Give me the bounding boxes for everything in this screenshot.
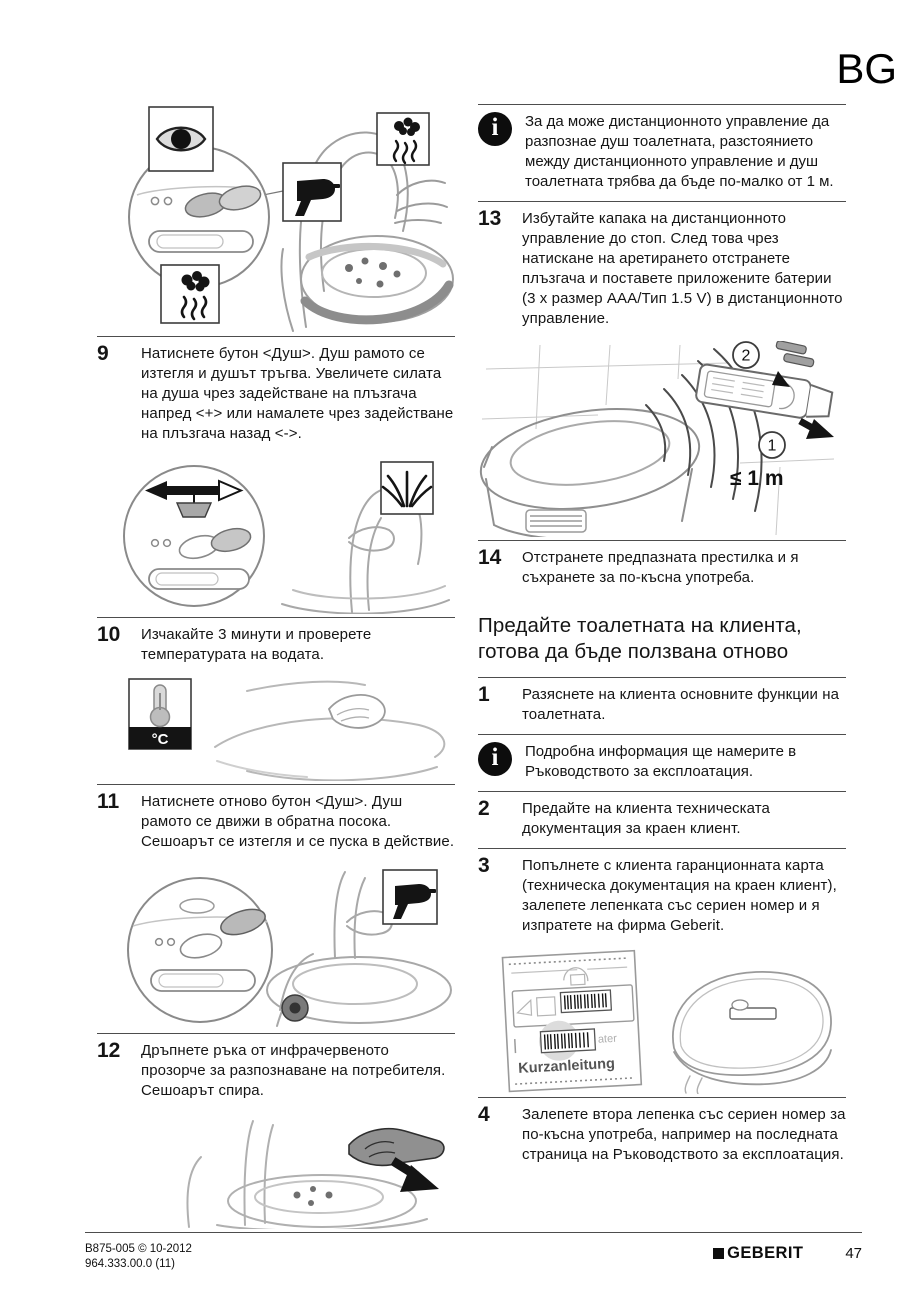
step-text: Отстранете предпазната престилка и я съхранете за по-късна употреба. (522, 549, 799, 586)
footer-right (713, 1242, 862, 1263)
toilet (478, 396, 706, 537)
step-text: Дръпнете ръка от инфрачервеното прозорче за разпознаване на потребителя. Сешоарът спира. (141, 1042, 446, 1099)
callout-2-label: 2 (741, 347, 751, 365)
hand (329, 695, 385, 728)
water-spray-icon (381, 462, 433, 514)
grille (526, 510, 586, 532)
booklet-partial-text: ater (597, 1032, 618, 1046)
step-number: 14 (478, 546, 502, 569)
illustration-temperature-check (97, 677, 455, 781)
step-number: 4 (478, 1103, 490, 1126)
page-number: 47 (845, 1245, 862, 1262)
batteries (773, 341, 816, 367)
step-1 (478, 678, 846, 734)
language-code: BG (836, 45, 897, 92)
brand-name: GEBERIT (727, 1244, 804, 1262)
info-text: За да може дистанционното управление да разпознае душ тоалетната, разстоянието между дистанционното управление и душ тоалетната трябва да бъде по-малко от 1 м. (525, 113, 834, 190)
step-3 (478, 849, 846, 945)
step-2 (478, 792, 846, 848)
pull-arrow (800, 419, 834, 439)
step-text: Залепете втора лепенка със сериен номер за по-късна употреба, например на последната страница на Ръководството за експлоатация. (522, 1106, 846, 1163)
hair-dryer-icon (283, 163, 341, 221)
user-detection-eye-icon (149, 107, 213, 171)
step-4 (478, 1098, 846, 1174)
step-number: 13 (478, 207, 502, 230)
doc-ref-line1: B875-005 © 10-2012 (85, 1243, 192, 1255)
step-10 (97, 618, 455, 674)
odour-extraction-icon (161, 265, 219, 323)
callout-1-label: 1 (767, 437, 777, 455)
info-icon: i (478, 742, 512, 776)
document-reference (85, 1242, 192, 1272)
step-number: 3 (478, 854, 490, 877)
illustration-dryer-arm (97, 864, 455, 1030)
step-text: Натиснете бутон <Душ>. Душ рамото се изтегля и душът тръгва. Увеличете силата на душа чрез задействане на плъзгача напред <+> или намалете чрез задействане на плъзгача назад <->. (141, 345, 454, 442)
right-column (478, 104, 846, 1174)
remote-control (695, 364, 833, 422)
step-12 (97, 1034, 455, 1110)
odour-extraction-icon (377, 113, 429, 165)
step-text: Избутайте капака на дистанционното управление до стоп. След това чрез натискане на аретирането отстранете плъзгача и поставете приложените батерии (3 x размер AAA/Тип 1.5 V) в дистанционното управление. (522, 210, 843, 327)
step-text: Попълнете с клиента гаранционната карта (техническа документация на краен клиент), залепете лепенката със сериен номер и я изпратете на фирма Geberit. (522, 857, 837, 934)
step-number: 1 (478, 683, 490, 706)
doc-ref-line2: 964.333.00.0 (11) (85, 1258, 175, 1270)
left-column (97, 98, 455, 1232)
step-number: 9 (97, 342, 109, 365)
geberit-logo (713, 1244, 803, 1263)
step-text: Натиснете отново бутон <Душ>. Душ рамото се движи в обратна посока. Сешоарът се изтегля и се пуска в действие. (141, 793, 455, 850)
temperature-icon (129, 679, 191, 749)
illustration-hand-away (97, 1113, 455, 1229)
illustration-remote-distance (478, 341, 840, 537)
brand-square-icon (713, 1248, 724, 1259)
info-text: Подробна информация ще намерите в Ръководството за експлоатация. (525, 743, 797, 780)
step-14 (478, 541, 846, 597)
quick-guide-booklet (502, 951, 641, 1092)
booklet-title: Kurzanleitung (517, 1055, 616, 1077)
illustration-toilet-functions (97, 101, 455, 333)
page-footer (85, 1232, 862, 1272)
step-text: Изчакайте 3 минути и проверете температурата на водата. (141, 626, 372, 663)
step-text: Разяснете на клиента основните функции на тоалетната. (522, 686, 840, 723)
step-number: 10 (97, 623, 121, 646)
step-number: 12 (97, 1039, 121, 1062)
step-9 (97, 337, 455, 453)
highlighted-seat-band (305, 285, 449, 320)
hair-dryer-icon (383, 870, 437, 924)
info-note (478, 735, 846, 791)
section-title: Предайте тоалетната на клиента, готова да бъде ползвана отново (478, 614, 802, 663)
illustration-warranty-card (478, 948, 836, 1094)
step-text: Предайте на клиента техническата документация за краен клиент. (522, 800, 770, 837)
illustration-spray-slider (97, 456, 455, 614)
distance-label: ≤ 1 m (730, 467, 784, 490)
step-13 (478, 202, 846, 338)
info-note (478, 105, 846, 201)
step-11 (97, 785, 455, 861)
toilet-lid (673, 972, 831, 1094)
info-icon: i (478, 112, 512, 146)
step-number: 2 (478, 797, 490, 820)
lid-sticker (730, 1000, 776, 1019)
step-number: 11 (97, 790, 120, 813)
thermometer-unit-label: °C (151, 731, 169, 748)
